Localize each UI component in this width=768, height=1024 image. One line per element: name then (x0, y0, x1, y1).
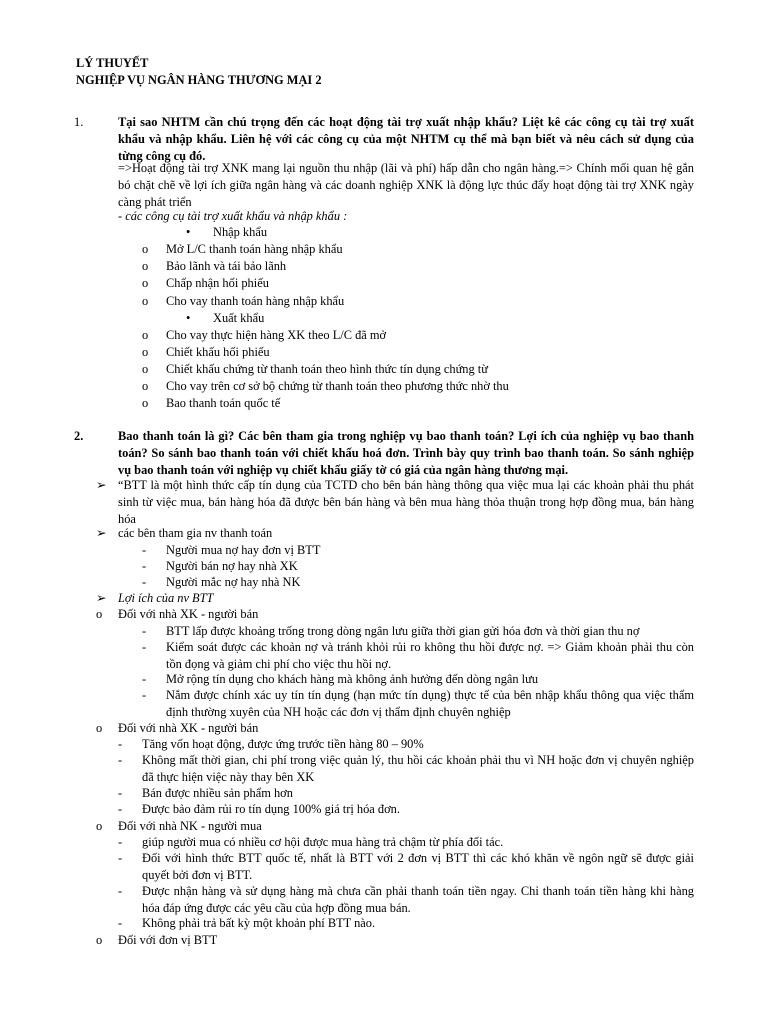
dash-marker: - (142, 640, 147, 654)
exporter-item: Không mất thời gian, chi phí trong việc quản lý, thu hồi các khoản phải thu vì NH hoặc đơn vị chuyên nghiệp đã thực hiện việc này thay bên XK (142, 753, 694, 784)
exporter-item: Tăng vốn hoạt động, được ứng trước tiền hàng 80 – 90% (142, 737, 424, 751)
question-2-text: Bao thanh toán là gì? Các bên tham gia trong nghiệp vụ bao thanh toán? Lợi ích của nghiệp vụ bao thanh toán? So sánh bao thanh toán với chiết khấu hoá đơn. Trình bày quy trình bao thanh toán. So sánh nghiệp vụ bao thanh toán với nghiệp vụ chiết khấu giấy tờ có giá của ngân hàng thương mại. (118, 429, 694, 477)
question-2-number: 2. (74, 429, 84, 443)
import-item: Chấp nhận hối phiếu (166, 276, 269, 290)
dash-marker: - (118, 753, 123, 767)
question-1-text: Tại sao NHTM cần chú trọng đến các hoạt động tài trợ xuất nhập khẩu? Liệt kê các công cụ tài trợ xuất khẩu và nhập khẩu. Liên hệ với các công cụ của một NHTM cụ thể mà bạn biết và nêu cách sử dụng của từng công cụ đó. (118, 115, 694, 163)
importer-item: Không phải trả bất kỳ một khoản phí BTT nào. (142, 916, 376, 930)
arrow-marker: ➢ (96, 478, 107, 492)
import-item: Cho vay thanh toán hàng nhập khẩu (166, 294, 345, 308)
party-item: Người bán nợ hay nhà XK (166, 559, 298, 573)
btt-definition: “BTT là một hình thức cấp tín dụng của TCTD cho bên bán hàng thông qua việc mua lại các khoản phải thu phát sinh từ việc mua, bán hàng hóa đã được bên bán hàng và bên mua hàng thỏa thuận trong hợp đồng mua, bán hàng hóa (118, 478, 694, 526)
circle-marker: o (142, 242, 149, 256)
dash-marker: - (118, 851, 123, 865)
circle-marker: o (142, 345, 149, 359)
circle-marker: o (142, 259, 149, 273)
circle-marker: o (142, 294, 149, 308)
circle-marker: o (142, 276, 149, 290)
dash-marker: - (118, 786, 123, 800)
importer-item: Được nhận hàng và sử dụng hàng mà chưa cần phải thanh toán tiền ngay. Chỉ thanh toán tiền hàng khi hàng hóa đáp ứng được các yêu cầu của hợp đồng mua bán. (142, 884, 694, 915)
dash-marker: - (118, 916, 123, 930)
importer-item: Đối với hình thức BTT quốc tế, nhất là BTT với 2 đơn vị BTT thì các khó khăn về ngôn ngữ sẽ được giải quyết bởi đơn vị BTT. (142, 851, 694, 882)
circle-marker: o (142, 379, 149, 393)
parties-heading: các bên tham gia nv thanh toán (118, 526, 273, 540)
circle-marker: o (142, 396, 149, 410)
export-label: Xuất khẩu (213, 311, 265, 325)
exporter-item: Được bảo đảm rủi ro tín dụng 100% giá trị hóa đơn. (142, 802, 400, 816)
dash-marker: - (118, 835, 123, 849)
factor-heading: Đối với đơn vị BTT (118, 933, 218, 947)
dash-marker: - (142, 688, 147, 702)
circle-marker: o (142, 328, 149, 342)
exporter-item: Nắm được chính xác uy tín tín dụng (hạn mức tín dụng) thực tế của bên nhập khẩu thông qua việc thẩm định thường xuyên của NH hoặc các đơn vị thẩm định chuyên nghiệp (166, 688, 694, 719)
importer-heading: Đối với nhà NK - người mua (118, 819, 262, 833)
header-line-2: NGHIỆP VỤ NGÂN HÀNG THƯƠNG MẠI 2 (76, 73, 322, 87)
export-item: Bao thanh toán quốc tế (166, 396, 281, 410)
dash-marker: - (118, 737, 123, 751)
arrow-marker: ➢ (96, 591, 107, 605)
import-label: Nhập khẩu (213, 225, 268, 239)
export-item: Cho vay thực hiện hàng XK theo L/C đã mở (166, 328, 387, 342)
import-item: Mở L/C thanh toán hàng nhập khẩu (166, 242, 343, 256)
circle-marker: o (96, 819, 103, 833)
header-line-1: LÝ THUYẾT (76, 56, 149, 70)
circle-marker: o (96, 933, 103, 947)
question-1-answer: =>Hoạt động tài trợ XNK mang lại nguồn thu nhập (lãi và phí) hấp dẫn cho ngân hàng.=> Chính mối quan hệ gắn bó chặt chẽ về lợi ích giữa ngân hàng và các doanh nghiệp XNK là động lực thúc đẩy hoạt động tài trợ XNK ngày càng phát triển (118, 161, 694, 209)
benefits-heading: Lợi ích của nv BTT (118, 591, 214, 605)
exporter-item: Mở rộng tín dụng cho khách hàng mà không ảnh hưởng đến dòng ngân lưu (166, 672, 539, 686)
circle-marker: o (96, 721, 103, 735)
bullet-marker: • (186, 311, 191, 325)
party-item: Người mua nợ hay đơn vị BTT (166, 543, 321, 557)
dash-marker: - (118, 802, 123, 816)
bullet-marker: • (186, 225, 191, 239)
dash-marker: - (142, 575, 147, 589)
dash-marker: - (142, 559, 147, 573)
dash-marker: - (142, 624, 147, 638)
import-item: Bảo lãnh và tái bảo lãnh (166, 259, 287, 273)
dash-marker: - (142, 543, 147, 557)
dash-marker: - (118, 884, 123, 898)
circle-marker: o (96, 607, 103, 621)
arrow-marker: ➢ (96, 526, 107, 540)
export-item: Cho vay trên cơ sở bộ chứng từ thanh toán theo phương thức nhờ thu (166, 379, 509, 393)
exporter-heading-2: Đối với nhà XK - người bán (118, 721, 259, 735)
party-item: Người mắc nợ hay nhà NK (166, 575, 301, 589)
tools-heading: - các công cụ tài trợ xuất khẩu và nhập khẩu : (118, 209, 348, 223)
question-1-number: 1. (74, 115, 84, 129)
document-header (76, 55, 322, 89)
exporter-item: Bán được nhiều sản phẩm hơn (142, 786, 293, 800)
exporter-item: BTT lấp được khoảng trống trong dòng ngân lưu giữa thời gian gửi hóa đơn và thời gian thu nợ (166, 624, 640, 638)
importer-item: giúp người mua có nhiều cơ hội được mua hàng trả chậm từ phía đối tác. (142, 835, 504, 849)
exporter-item: Kiểm soát được các khoản nợ và tránh khỏi rủi ro không thu hồi được nợ. => Giảm khoản phải thu còn tồn đọng và giảm chi phí cho việc thu hồi nợ. (166, 640, 694, 671)
export-item: Chiết khấu chứng từ thanh toán theo hình thức tín dụng chứng từ (166, 362, 488, 376)
export-item: Chiết khấu hối phiếu (166, 345, 270, 359)
dash-marker: - (142, 672, 147, 686)
exporter-heading-1: Đối với nhà XK - người bán (118, 607, 259, 621)
circle-marker: o (142, 362, 149, 376)
